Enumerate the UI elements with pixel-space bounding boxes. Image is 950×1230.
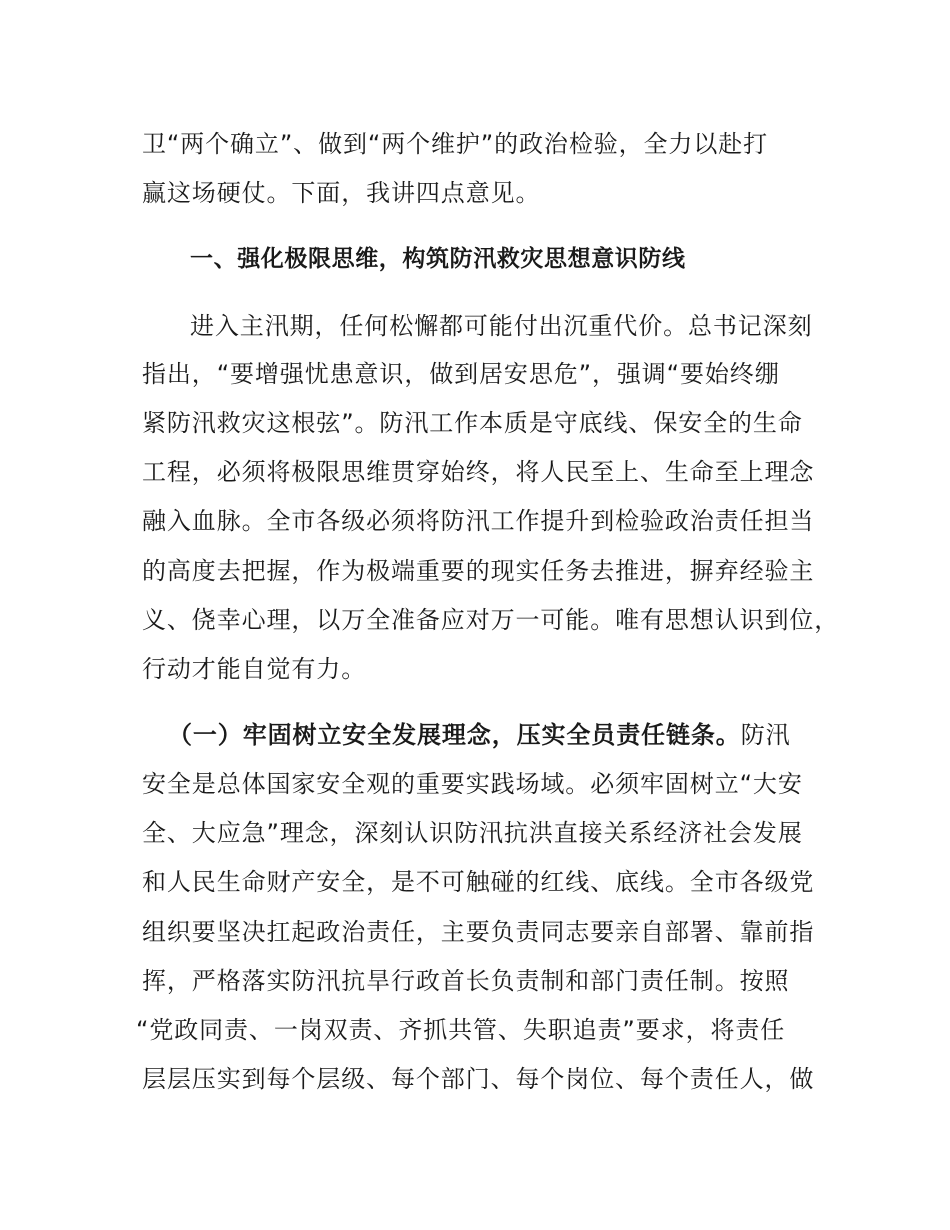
paragraph-line: 和人民生命财产安全，是不可触碰的红线、底线。全市各级党 [142, 868, 815, 896]
paragraph-line: 组织要坚决扛起政治责任，主要负责同志要亲自部署、靠前指 [142, 918, 815, 946]
paragraph-line: “党政同责、一岗双责、齐抓共管、失职追责”要求，将责任 [136, 1016, 786, 1044]
paragraph-line: 层层压实到每个层级、每个部门、每个岗位、每个责任人，做 [142, 1065, 815, 1093]
sub-heading-line [168, 719, 791, 751]
paragraph-line: 挥，严格落实防汛抗旱行政首长负责制和部门责任制。按照 [142, 967, 790, 995]
paragraph-text: 防汛 [740, 721, 791, 749]
paragraph-line: 工程，必须将极限思维贯穿始终，将人民至上、生命至上理念 [142, 458, 815, 486]
paragraph-line: 指出，“要增强忧患意识，做到居安思危”，强调“要始终绷 [142, 360, 780, 388]
paragraph-line: 安全是总体国家安全观的重要实践场域。必须牢固树立“大安 [142, 770, 803, 798]
paragraph-line: 进入主汛期，任何松懈都可能付出沉重代价。总书记深刻 [190, 312, 813, 340]
section-heading: 一、强化极限思维，构筑防汛救灾思想意识防线 [190, 246, 686, 272]
paragraph-line: 赢这场硬仗。下面，我讲四点意见。 [142, 179, 541, 207]
sub-heading: （一）牢固树立安全发展理念，压实全员责任链条。 [168, 721, 741, 749]
paragraph-line: 全、大应急”理念，深刻认识防汛抗洪直接关系经济社会发展 [142, 819, 803, 847]
paragraph-line: 的高度去把握，作为极端重要的现实任务去推进，摒弃经验主 [142, 557, 815, 585]
paragraph-line: 紧防汛救灾这根弦”。防汛工作本质是守底线、保安全的生命 [142, 409, 803, 437]
paragraph-line: 义、侥幸心理，以万全准备应对万一可能。唯有思想认识到位， [142, 606, 840, 634]
paragraph-line: 行动才能自觉有力。 [142, 655, 367, 683]
paragraph-line: 卫“两个确立”、做到“两个维护”的政治检验，全力以赴打 [142, 130, 769, 158]
paragraph-line: 融入血脉。全市各级必须将防汛工作提升到检验政治责任担当 [142, 507, 815, 535]
